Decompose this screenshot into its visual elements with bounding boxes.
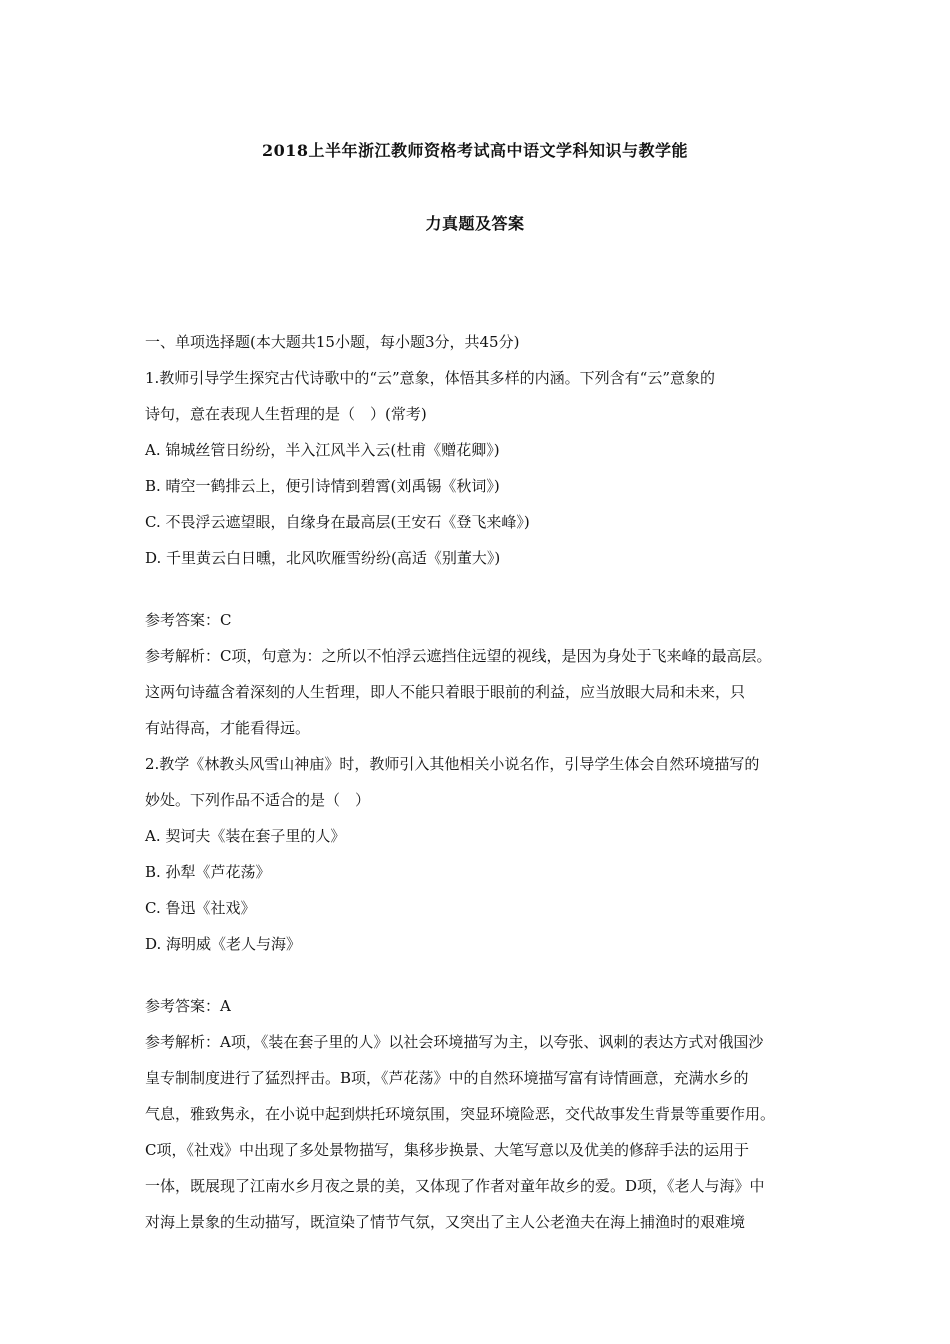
option-a: A. 契诃夫《装在套子里的人》 [145, 827, 346, 845]
analysis-line: 一体，既展现了江南水乡月夜之景的美，又体现了作者对童年故乡的爱。D项，《老人与海》中 [145, 1177, 765, 1195]
option-d: D. 千里黄云白日曛，北风吹雁雪纷纷(高适《别董大》) [145, 549, 501, 567]
reference-answer: 参考答案：A [145, 997, 231, 1015]
option-c: C. 不畏浮云遮望眼，自缘身在最高层(王安石《登飞来峰》) [145, 513, 530, 531]
analysis-line: 参考解析：A项，《装在套子里的人》以社会环境描写为主，以夸张、讽刺的表达方式对俄国沙 [145, 1033, 764, 1051]
document-title-line-2: 力真题及答案 [425, 214, 525, 233]
question-stem-line: 1.教师引导学生探究古代诗歌中的“云”意象，体悟其多样的内涵。下列含有“云”意象的 [145, 369, 715, 387]
question-stem-line: 2.教学《林教头风雪山神庙》时，教师引入其他相关小说名作，引导学生体会自然环境描写的 [145, 755, 760, 773]
reference-answer: 参考答案：C [145, 611, 232, 629]
section-heading: 一、单项选择题(本大题共15小题，每小题3分，共45分) [145, 333, 520, 351]
option-b: B. 孙犁《芦花荡》 [145, 863, 271, 881]
analysis-line: 有站得高，才能看得远。 [145, 719, 311, 737]
option-a: A. 锦城丝管日纷纷，半入江风半入云(杜甫《赠花卿》) [145, 441, 500, 459]
question-stem-line: 妙处。下列作品不适合的是（ ） [145, 791, 371, 809]
question-stem-line: 诗句，意在表现人生哲理的是（ ）(常考) [145, 405, 427, 423]
spacer [145, 962, 815, 988]
analysis-line: C项，《社戏》中出现了多处景物描写，集移步换景、大笔写意以及优美的修辞手法的运用于 [145, 1141, 749, 1159]
document-title-line-1: 2018上半年浙江教师资格考试高中语文学科知识与教学能 [261, 141, 689, 160]
document-body [145, 324, 815, 1240]
question-1 [145, 360, 815, 746]
option-c: C. 鲁迅《社戏》 [145, 899, 256, 917]
analysis-line: 气息，雅致隽永，在小说中起到烘托环境氛围，突显环境险恶，交代故事发生背景等重要作用。 [145, 1105, 776, 1123]
spacer [145, 576, 815, 602]
question-2 [145, 746, 815, 1240]
analysis-line: 参考解析：C项，句意为：之所以不怕浮云遮挡住远望的视线，是因为身处于飞来峰的最高层。 [145, 647, 772, 665]
analysis-line: 皇专制制度进行了猛烈抨击。B项，《芦花荡》中的自然环境描写富有诗情画意，充满水乡的 [145, 1069, 749, 1087]
analysis-line: 对海上景象的生动描写，既渲染了情节气氛，又突出了主人公老渔夫在海上捕渔时的艰难境 [145, 1213, 746, 1231]
option-d: D. 海明威《老人与海》 [145, 935, 302, 953]
analysis-line: 这两句诗蕴含着深刻的人生哲理，即人不能只着眼于眼前的利益，应当放眼大局和未来，只 [145, 683, 746, 701]
option-b: B. 晴空一鹤排云上，便引诗情到碧霄(刘禹锡《秋词》) [145, 477, 500, 495]
